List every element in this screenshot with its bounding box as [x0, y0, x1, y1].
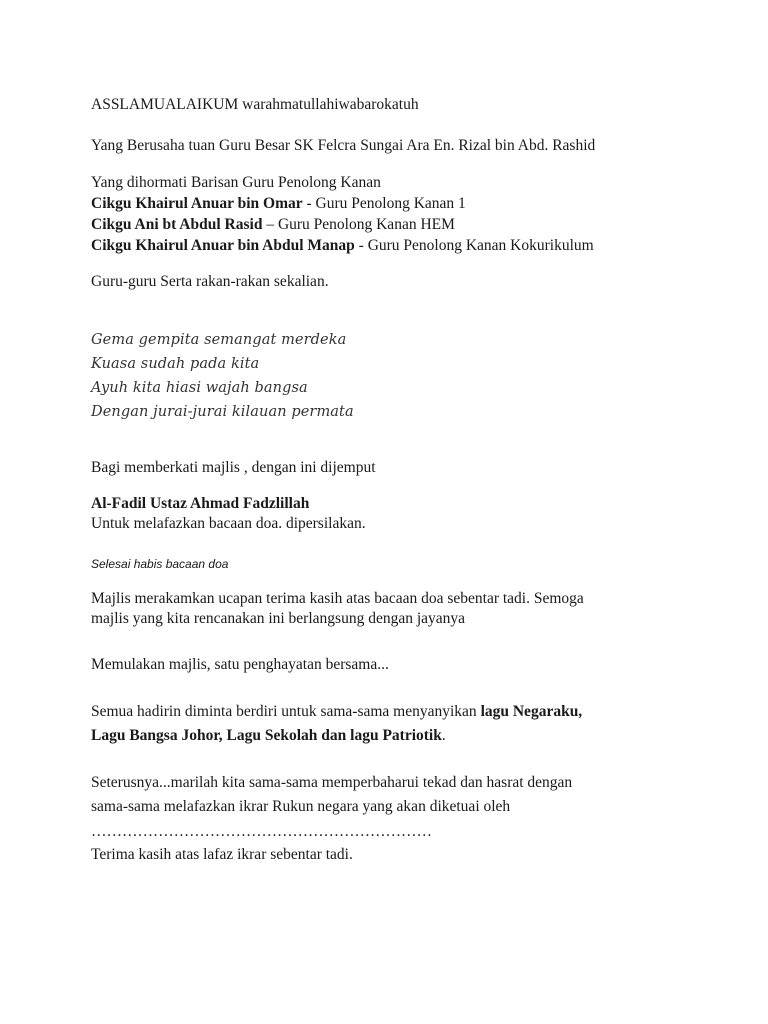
- thanks-line-2: majlis yang kita rencanakan ini berlangsung dengan jayanya: [91, 610, 466, 627]
- anthem-line-2-end: .: [441, 727, 446, 744]
- pledge-line-2: sama-sama melafazkan ikrar Rukun negara yang akan diketuai oleh: [91, 798, 511, 815]
- anthem-line-1-text: Semua hadirin diminta berdiri untuk sama-sama menyanyikan: [91, 703, 481, 720]
- deputy-1-role: Guru Penolong Kanan 1: [315, 195, 466, 212]
- pledge-thanks: Terima kasih atas lafaz ikrar sebentar tadi.: [91, 846, 353, 863]
- greeting: ASSLAMUALAIKUM warahmatullahiwabarokatuh: [91, 96, 419, 113]
- pledge-line-1: Seterusnya...marilah kita sama-sama memperbaharui tekad dan hasrat dengan: [91, 774, 573, 791]
- address-deputies-intro: Yang dihormati Barisan Guru Penolong Kanan: [91, 174, 381, 191]
- deputy-3-sep: -: [354, 237, 368, 254]
- prayer-leader: Al-Fadil Ustaz Ahmad Fadzlillah: [91, 495, 310, 512]
- deputy-3-name: Cikgu Khairul Anuar bin Abdul Manap: [91, 237, 355, 254]
- address-headmaster: Yang Berusaha tuan Guru Besar SK Felcra Sungai Ara En. Rizal bin Abd. Rashid: [91, 137, 596, 154]
- anthem-line-1: [91, 702, 582, 722]
- thanks-line-1: Majlis merakamkan ucapan terima kasih atas bacaan doa sebentar tadi. Semoga: [91, 590, 584, 607]
- deputy-1: [91, 194, 466, 214]
- poem-line-2: Kuasa sudah pada kita: [91, 356, 260, 372]
- prayer-done-note: Selesai habis bacaan doa: [91, 557, 229, 571]
- pledge-blank: …………………………………………………………: [91, 823, 432, 840]
- deputy-1-sep: -: [302, 195, 316, 212]
- anthem-line-2-bold: Lagu Bangsa Johor, Lagu Sekolah dan lagu Patriotik: [91, 727, 442, 744]
- poem-line-3: Ayuh kita hiasi wajah bangsa: [91, 380, 308, 396]
- poem-line-4: Dengan jurai-jurai kilauan permata: [91, 404, 354, 420]
- deputy-3-role: Guru Penolong Kanan Kokurikulum: [367, 237, 594, 254]
- anthem-line-1-bold: lagu Negaraku,: [480, 703, 583, 720]
- deputy-2-sep: –: [262, 216, 278, 233]
- deputy-1-name: Cikgu Khairul Anuar bin Omar: [91, 195, 303, 212]
- begin-line: Memulakan majlis, satu penghayatan bersama...: [91, 656, 389, 673]
- address-all: Guru-guru Serta rakan-rakan sekalian.: [91, 273, 329, 290]
- prayer-invite: Untuk melafazkan bacaan doa. dipersilakan.: [91, 515, 366, 532]
- poem-line-1: Gema gempita semangat merdeka: [91, 332, 347, 348]
- deputy-2-role: Guru Penolong Kanan HEM: [277, 216, 455, 233]
- anthem-line-2: [91, 726, 446, 746]
- deputy-3: [91, 236, 594, 256]
- deputy-2-name: Cikgu Ani bt Abdul Rasid: [91, 216, 263, 233]
- deputy-2: [91, 215, 455, 235]
- prayer-intro: Bagi memberkati majlis , dengan ini dijemput: [91, 459, 376, 476]
